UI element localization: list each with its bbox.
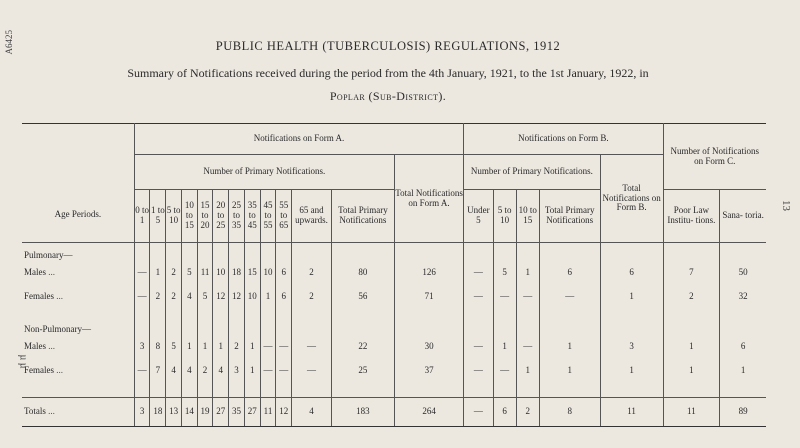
cell-form-b: 6 — [539, 261, 600, 285]
cell-form-c: 7 — [663, 261, 720, 285]
cell-form-c: 6 — [720, 335, 766, 359]
age-15-20: 15 to 20 — [197, 190, 213, 243]
cell-total-form-b: 1 — [600, 359, 663, 383]
age-45-55: 45 to 55 — [260, 190, 276, 243]
cell-form-a: — — [134, 285, 150, 309]
cell-form-a: 7 — [150, 359, 166, 383]
cell-form-a: 6 — [276, 261, 292, 285]
cell-form-c: 89 — [720, 398, 766, 427]
header-row-2 — [22, 155, 766, 190]
age-5-10: 5 to 10 — [166, 190, 182, 243]
row-label-text: Totals — [24, 406, 46, 417]
cell-form-a: 4 — [181, 359, 197, 383]
cell-total-form-b: 11 — [600, 398, 663, 427]
row-label-text: Females — [24, 365, 54, 376]
cell-form-a: 80 — [331, 261, 394, 285]
cell-form-a: 4 — [292, 398, 332, 427]
row-label-text: Males — [24, 341, 46, 352]
cell-form-b: — — [539, 285, 600, 309]
cell-form-a: 18 — [150, 398, 166, 427]
cell-form-a: 1 — [181, 335, 197, 359]
age-b-10-15: 10 to 15 — [516, 190, 539, 243]
total-b-header: Total Notifications on Form B. — [600, 155, 663, 243]
cell-form-a: 2 — [150, 285, 166, 309]
cell-form-a: 2 — [166, 285, 182, 309]
cell-form-a: 183 — [331, 398, 394, 427]
cell-form-a: — — [134, 261, 150, 285]
cell-form-a: 56 — [331, 285, 394, 309]
cell-form-a: 1 — [213, 335, 229, 359]
cell-total-form-a: 264 — [394, 398, 463, 427]
cell-form-a: 1 — [260, 285, 276, 309]
cell-form-a: 5 — [197, 285, 213, 309]
cell-total-form-a: 37 — [394, 359, 463, 383]
cell-form-a: 8 — [150, 335, 166, 359]
cell-form-b: 5 — [493, 261, 516, 285]
cell-form-b: — — [464, 398, 493, 427]
cell-form-a: 5 — [181, 261, 197, 285]
cell-form-a: 2 — [229, 335, 245, 359]
cell-form-a: 1 — [244, 359, 260, 383]
sanatoria-header: Sana- toria. — [720, 190, 766, 243]
cell-form-a: 25 — [331, 359, 394, 383]
table-row — [22, 335, 766, 359]
age-20-25: 20 to 25 — [213, 190, 229, 243]
cell-form-a: 12 — [229, 285, 245, 309]
cell-form-a: 10 — [213, 261, 229, 285]
cell-form-a: 1 — [197, 335, 213, 359]
cell-form-a: 10 — [260, 261, 276, 285]
cell-form-a: 10 — [244, 285, 260, 309]
cell-form-b: 1 — [539, 335, 600, 359]
table-row — [22, 285, 766, 309]
table-row — [22, 359, 766, 383]
cell-form-b: — — [493, 285, 516, 309]
non-pulmonary-group-row — [22, 309, 766, 335]
page-number: 13 — [780, 200, 792, 211]
poor-law-header: Poor Law Institu- tions. — [663, 190, 720, 243]
cell-form-b: 6 — [493, 398, 516, 427]
cell-form-a: 3 — [134, 335, 150, 359]
table-row — [22, 261, 766, 285]
cell-form-b: — — [493, 359, 516, 383]
cell-form-a: 2 — [292, 285, 332, 309]
cell-form-a: 27 — [244, 398, 260, 427]
spacer-row — [22, 383, 766, 398]
pulmonary-label: Pulmonary— — [24, 250, 73, 261]
header-row-1 — [22, 124, 766, 155]
cell-form-c: 1 — [663, 335, 720, 359]
cell-form-a: 27 — [213, 398, 229, 427]
cell-form-a: 12 — [213, 285, 229, 309]
cell-form-b: — — [464, 285, 493, 309]
cell-form-a: 18 — [229, 261, 245, 285]
cell-form-a: — — [260, 359, 276, 383]
age-1-5: 1 to 5 — [150, 190, 166, 243]
cell-form-b: 1 — [493, 335, 516, 359]
cell-form-c: 11 — [663, 398, 720, 427]
cell-form-a: 13 — [166, 398, 182, 427]
cell-form-a: 22 — [331, 335, 394, 359]
cell-form-b: 2 — [516, 398, 539, 427]
cell-form-b: 8 — [539, 398, 600, 427]
cell-form-c: 1 — [663, 359, 720, 383]
cell-form-a: 5 — [166, 335, 182, 359]
age-65-upwards: 65 and upwards. — [292, 190, 332, 243]
cell-form-a: — — [276, 359, 292, 383]
cell-form-b: — — [464, 359, 493, 383]
form-a-header: Notifications on Form A. — [134, 124, 463, 155]
row-label: Males ... — [24, 341, 55, 352]
row-label-text: Females — [24, 291, 54, 302]
cell-form-a: 2 — [166, 261, 182, 285]
cell-form-a: — — [292, 359, 332, 383]
cell-form-a: 3 — [134, 398, 150, 427]
cell-form-a: — — [260, 335, 276, 359]
cell-form-a: 4 — [213, 359, 229, 383]
cell-form-c: 50 — [720, 261, 766, 285]
margin-code: A6425 — [4, 30, 14, 55]
cell-total-form-a: 71 — [394, 285, 463, 309]
row-label: Females ... — [24, 365, 63, 376]
page-title: PUBLIC HEALTH (TUBERCULOSIS) REGULATIONS, 1912 — [215, 39, 561, 53]
cell-form-a: 11 — [260, 398, 276, 427]
notifications-table — [22, 123, 766, 427]
age-b-5-10: 5 to 10 — [493, 190, 516, 243]
form-b-header: Notifications on Form B. — [464, 124, 663, 155]
cell-form-b: — — [464, 261, 493, 285]
cell-form-b: — — [516, 335, 539, 359]
cell-total-form-a: 126 — [394, 261, 463, 285]
cell-form-b: 1 — [516, 261, 539, 285]
row-label: Males ... — [24, 267, 55, 278]
cell-form-a: 4 — [166, 359, 182, 383]
non-pulmonary-label: Non-Pulmonary— — [24, 324, 91, 335]
primary-a-header: Number of Primary Notifications. — [134, 155, 394, 190]
pulmonary-group-row — [22, 243, 766, 262]
cell-form-c: 32 — [720, 285, 766, 309]
cell-form-c: 2 — [663, 285, 720, 309]
total-primary-b: Total Primary Notifications — [539, 190, 600, 243]
cell-form-a: 2 — [197, 359, 213, 383]
cell-form-a: 14 — [181, 398, 197, 427]
age-0-1: 0 to 1 — [134, 190, 150, 243]
cell-total-form-a: 30 — [394, 335, 463, 359]
total-primary-a: Total Primary Notifications — [331, 190, 394, 243]
district-line: Poplar (Sub-District). — [329, 89, 447, 103]
primary-b-header: Number of Primary Notifications. — [464, 155, 600, 190]
cell-form-a: 11 — [197, 261, 213, 285]
age-55-65: 55 to 65 — [276, 190, 292, 243]
cell-form-a: 2 — [292, 261, 332, 285]
age-periods-header: Age Periods. — [22, 124, 134, 243]
cell-form-b: — — [464, 335, 493, 359]
cell-total-form-b: 6 — [600, 261, 663, 285]
cell-form-b: 1 — [539, 359, 600, 383]
cell-form-a: 1 — [244, 335, 260, 359]
cell-total-form-b: 3 — [600, 335, 663, 359]
row-label-text: Males — [24, 267, 46, 278]
cell-form-a: 3 — [229, 359, 245, 383]
cell-form-c: 1 — [720, 359, 766, 383]
age-b-under-5: Under 5 — [464, 190, 493, 243]
form-c-header: Number of Notifications on Form C. — [663, 124, 766, 190]
cell-form-a: — — [292, 335, 332, 359]
cell-form-a: 12 — [276, 398, 292, 427]
cell-form-b: — — [516, 285, 539, 309]
age-10-15: 10 to 15 — [181, 190, 197, 243]
age-35-45: 35 to 45 — [244, 190, 260, 243]
cell-form-a: — — [276, 335, 292, 359]
totals-row — [22, 398, 766, 427]
cell-form-a: 35 — [229, 398, 245, 427]
cell-form-a: 6 — [276, 285, 292, 309]
row-label: Totals ... — [22, 398, 134, 427]
summary-line: Summary of Notifications received during the period from the 4th January, 1921, to the 1st January, 1922, in — [127, 66, 649, 80]
cell-form-a: — — [134, 359, 150, 383]
cell-form-a: 15 — [244, 261, 260, 285]
row-label: Females ... — [24, 291, 63, 302]
cell-total-form-b: 1 — [600, 285, 663, 309]
cell-form-b: 1 — [516, 359, 539, 383]
cell-form-a: 1 — [150, 261, 166, 285]
margin-mark: µ µ — [17, 354, 29, 369]
cell-form-a: 4 — [181, 285, 197, 309]
total-a-header: Total Notifications on Form A. — [394, 155, 463, 243]
age-25-35: 25 to 35 — [229, 190, 245, 243]
cell-form-a: 19 — [197, 398, 213, 427]
